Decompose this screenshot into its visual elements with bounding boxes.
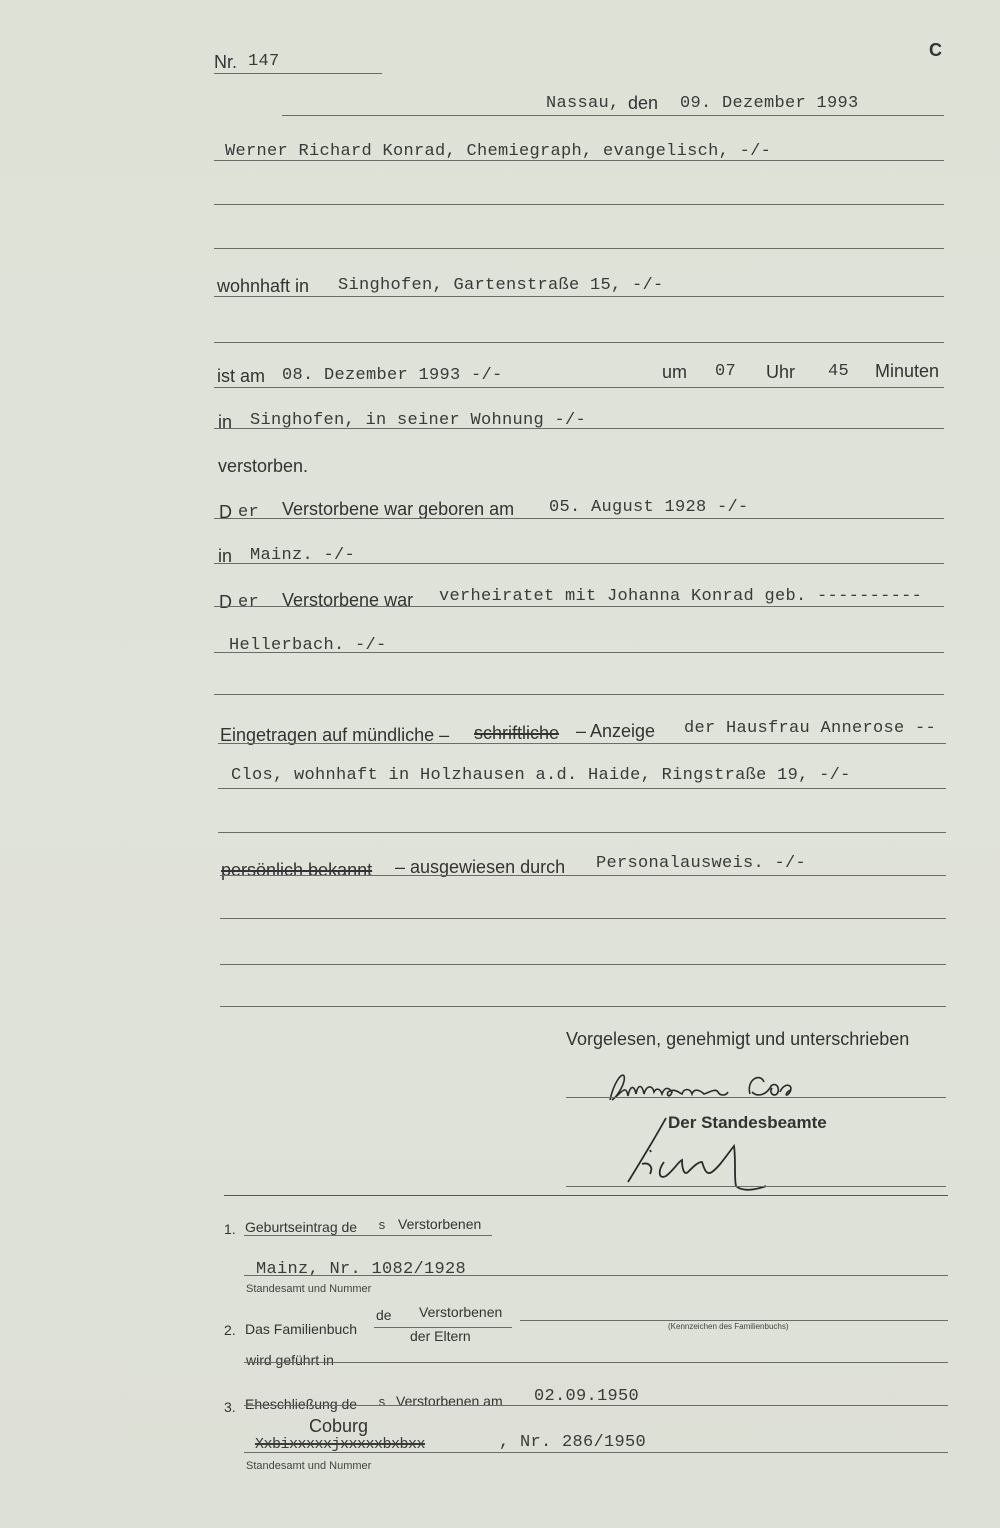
residence-label: wohnhaft in [217, 276, 310, 296]
residence-value: Singhofen, Gartenstraße 15, -/- [338, 276, 664, 295]
birth-place: Mainz. -/- [250, 546, 356, 565]
signature-informant [600, 1062, 800, 1112]
birth-label: Verstorbene war geboren am [282, 499, 515, 519]
signature-registrar [616, 1116, 786, 1196]
item3-label2: Verstorbenen am [396, 1393, 503, 1409]
blank-line [214, 248, 944, 249]
item3-date-line [244, 1405, 948, 1406]
death-date-line [214, 387, 944, 388]
item2-option-deceased: Verstorbenen [419, 1304, 503, 1320]
date-line [282, 115, 944, 116]
item2-label2: wird geführt in [246, 1352, 334, 1368]
item2-option-parents: der Eltern [410, 1328, 471, 1344]
marriage-place-correction: Coburg [309, 1416, 369, 1436]
blank-line [214, 694, 944, 695]
entry-number-label: Nr. [214, 52, 238, 72]
registrar-label: Der Standesbeamte [668, 1113, 827, 1132]
item1-caption: Standesamt und Nummer [246, 1283, 372, 1295]
minuten-label: Minuten [875, 361, 940, 381]
status-er-suffix: er [238, 593, 260, 612]
signature-line-1 [566, 1097, 946, 1098]
status-label: Verstorbene war [282, 590, 414, 610]
known-struck: persönlich bekannt [221, 860, 373, 880]
item2-label: Das Familienbuch [245, 1321, 358, 1337]
den-label: den [628, 93, 659, 113]
death-minute: 45 [828, 362, 850, 381]
item1-value: Mainz, Nr. 1082/1928 [256, 1260, 467, 1279]
entry-number: 147 [248, 52, 280, 71]
item2-value-line [520, 1320, 948, 1321]
item3-number: 3. [224, 1399, 236, 1415]
marriage-registry-number: , Nr. 286/1950 [499, 1433, 647, 1452]
report-label-end: – Anzeige [576, 721, 656, 741]
item1-label-line [244, 1235, 492, 1236]
name-line [214, 160, 944, 161]
status-d-label: D [219, 592, 232, 612]
birth-date: 05. August 1928 -/- [549, 498, 749, 517]
um-label: um [662, 362, 688, 382]
reporter-line2: Clos, wohnhaft in Holzhausen a.d. Haide, Ringstraße 19, -/- [231, 766, 851, 785]
birth-place-label: in [218, 546, 233, 566]
report-line-2 [218, 788, 946, 789]
item3-label: Eheschließung de [245, 1396, 358, 1412]
blank-line [220, 918, 946, 919]
reporter-line1: der Hausfrau Annerose -- [684, 719, 937, 738]
section-divider [224, 1195, 948, 1196]
blank-line [220, 1006, 946, 1007]
blank-line [220, 964, 946, 965]
item3-value-line [244, 1452, 948, 1453]
item1-number: 1. [224, 1221, 236, 1237]
item1-label: Geburtseintrag de [245, 1219, 358, 1235]
item2-caption: (Kennzeichen des Familienbuchs) [668, 1322, 789, 1331]
signature-line-2 [566, 1186, 946, 1187]
birth-line [214, 518, 944, 519]
blank-line [218, 832, 946, 833]
id-label: – ausgewiesen durch [395, 857, 566, 877]
birth-place-line [214, 563, 944, 564]
corner-letter: C [929, 40, 942, 60]
blank-line [214, 204, 944, 205]
status-value-line1: verheiratet mit Johanna Konrad geb. ---------- [439, 587, 923, 606]
registry-place: Nassau, [546, 94, 620, 113]
death-date: 08. Dezember 1993 -/- [282, 366, 503, 385]
birth-er-suffix: er [238, 503, 260, 522]
deceased-name: Werner Richard Konrad, Chemiegraph, evangelisch, -/- [225, 142, 772, 161]
blank-line [214, 342, 944, 343]
birth-d-label: D [219, 502, 232, 522]
uhr-label: Uhr [766, 362, 796, 382]
item1-label2: Verstorbenen [398, 1216, 482, 1232]
death-hour: 07 [715, 362, 737, 381]
item2-place-line [244, 1362, 948, 1363]
entry-number-line [214, 73, 382, 74]
item3-s: s [378, 1395, 387, 1410]
read-approved-label: Vorgelesen, genehmigt und unterschrieben [566, 1029, 910, 1049]
death-place-line [214, 428, 944, 429]
report-label-start: Eingetragen auf mündliche – [220, 725, 450, 745]
marriage-date: 02.09.1950 [534, 1387, 640, 1406]
report-label-struck: schriftliche [474, 723, 560, 743]
item1-value-line [244, 1275, 948, 1276]
death-place: Singhofen, in seiner Wohnung -/- [250, 411, 587, 430]
item3-caption: Standesamt und Nummer [246, 1460, 372, 1472]
death-date-label: ist am [217, 366, 266, 386]
residence-line [214, 296, 944, 297]
report-line [218, 743, 946, 744]
item2-number: 2. [224, 1322, 236, 1338]
death-place-label: in [218, 412, 233, 432]
registry-date: 09. Dezember 1993 [680, 94, 859, 113]
item2-de: de [376, 1307, 392, 1323]
item1-s: s [378, 1218, 387, 1233]
status-line [214, 606, 944, 607]
status-value-line2: Hellerbach. -/- [229, 636, 387, 655]
verstorben-label: verstorben. [218, 456, 309, 476]
status-line-2 [214, 652, 944, 653]
id-value: Personalausweis. -/- [596, 854, 807, 873]
id-line [220, 875, 946, 876]
marriage-place-struck: Xxbixxxxxjxxxxxbxbxx [255, 1436, 426, 1453]
